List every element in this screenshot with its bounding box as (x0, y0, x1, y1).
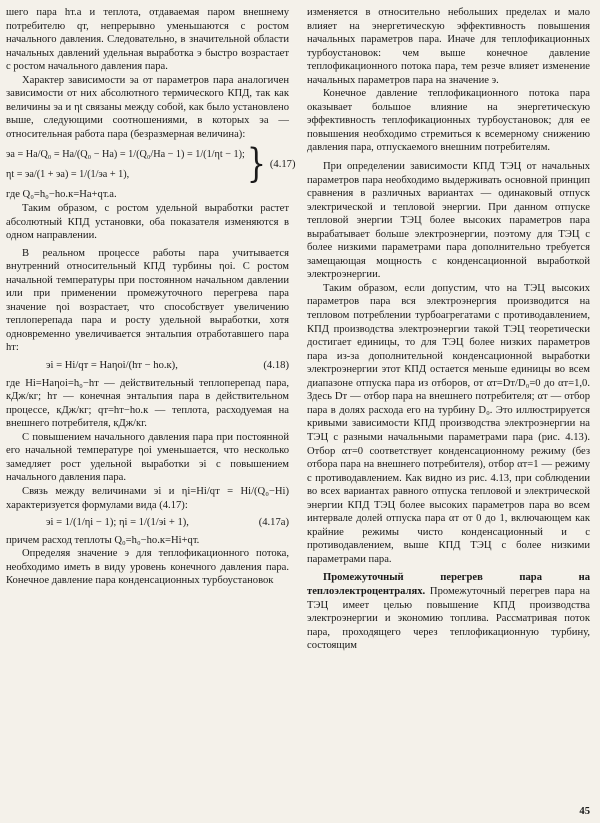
equation-4-17-line-2: ηt = эа/(1 + эа) = 1/(1/эа + 1), (6, 169, 130, 181)
left-paragraph-10: Определяя значение э для теплофикационного потока, необходимо иметь в виду уровень конечного давления пара. Конечное давление пара конденсационных турбоустановок (6, 548, 289, 587)
equation-4-17 (6, 141, 296, 188)
right-paragraph-5 (307, 571, 590, 652)
left-paragraph-1: шего пара hт.а и теплота, отдаваемая паром внешнему потребителю qт, непрерывно уменьшаются с ростом начального давления. Следовательно, в значительной области начальных давлений удельная выработка э быстро возрастает с ростом начального давления пара. (6, 7, 289, 73)
left-paragraph-9: причем расход теплоты Q₀=h₀−hо.к=Hi+qт. (6, 534, 200, 546)
left-paragraph-5: В реальном процессе работы пара учитывается внутренний относительный КПД турбины ηoi. С ростом начальной температуры при постоянном начальном давлении или при применении промежуточного перегрева пара значение ηoi возрастает, что способствует увеличению теплоперепада пара и росту удельной выработки, хотя одновременно увеличивается энтальпия отработавшего пара hт: (6, 247, 289, 354)
equation-number-4-17a: (4.17а) (258, 517, 289, 529)
equation-4-18-expression: эi = Hi/qт = Hаηoi/(hт − hо.к), (46, 360, 178, 372)
left-paragraph-7: С повышением начального давления пара при постоянной его начальной температуре ηoi уменьшается, что несколько замедляет рост удельной выработки эi с повышением начального давления пара. (6, 431, 289, 484)
page-number: 45 (579, 806, 590, 817)
right-paragraph-3: При определении зависимости КПД ТЭЦ от начальных параметров пара необходимо выдерживать основной принцип сравнения в различных вариантах — одинаковый отпуск электрической и тепловой энергии. При данном отпуске тепловой энергии ТЭЦ более высоких параметров пара вырабатывает больше электроэнергии, поэтому для ТЭЦ с более низкими параметрами пара дополнительно требуется замещающая мощность с конденсационной выработкой электроэнергии. (307, 161, 590, 281)
right-paragraph-2: Конечное давление теплофикационного потока пара оказывает большое влияние на энергетическую эффективность теплофикационных турбоустановок; для ее повышения необходимо стремиться к всемерному снижению давления пара, отпускаемого внешним потребителям. (307, 88, 590, 154)
equation-number-4-17: (4.17) (269, 159, 296, 171)
right-paragraph-1: изменяется в относительно небольших пределах и мало влияет на энергетическую эффективность повышения начальных параметров пара. Иначе для теплофикационных турбоустановок: чем выше конечное давление теплофикационного потока пара, тем резче влияет изменение начальных параметров пара на значение э. (307, 7, 590, 86)
left-paragraph-6: где Hi=Hаηoi=h₀−hт — действительный теплоперепад пара, кДж/кг; hт — конечная энтальпия пара в действительном процессе, кДж/кг; qт=hт−hо.к — теплота, расходуемая на внешнего потребителя, кДж/кг. (6, 377, 289, 430)
left-column (6, 6, 296, 588)
section-heading-intermediate-reheat: Промежуточный перегрев пара на теплоэлектроцентралях. (307, 572, 590, 597)
right-paragraph-4: Таким образом, если допустим, что на ТЭЦ высоких параметров пара вся электроэнергия производится на тепловом потреблении турбоагрегатами с противодавлением, КПД производства электроэнергии такой ТЭЦ теоретически достигает единицы, то для ТЭЦ более низких параметров пара из-за дополнительной конденсационной выработки электроэнергии этот КПД остается меньше единицы во всем диапазоне отпуска пара из отборов, от αт=Dт/D₀=0 до αт=1,0. Здесь Dт — отбор пара на внешнего потребителя; αт — отбор пара в долях расхода его на турбину D₀. Это иллюстрируется кривыми зависимости КПД производства электроэнергии на ТЭЦ с разными начальными параметрами пара (рис. 4.13). Отбор αт=0 соответствует конденсационному режиму (без отбора пара на внешнего потребителя), отбор αт=1 — режиму с противодавлением. Как видно из рис. 4.13, при соблюдении во всех вариантах равного отпуска тепловой и электрической энергии КПД ТЭЦ более высоких параметров пара во всем интервале долей отпуска пара αт от 0 до 1, включающем как крайние режимы чисто конденсационный и с противодавлением, выше КПД ТЭЦ с более низкими параметрами пара. (307, 282, 590, 565)
left-paragraph-4: Таким образом, с ростом удельной выработки растет абсолютный КПД установки, оба показателя изменяются в одном направлении. (6, 203, 289, 242)
equation-4-17a (6, 516, 289, 530)
left-paragraph-8: Связь между величинами эi и ηi=Hi/qт = Hi/(Q₀−Hi) характеризуется формулами вида (4.17): (6, 485, 289, 511)
brace-symbol: } (246, 141, 266, 188)
right-column (307, 6, 590, 653)
equation-4-17a-expression: эi = 1/(1/ηi − 1); ηi = 1/(1/эi + 1), (46, 517, 189, 529)
right-paragraph-5-text: Промежуточный перегрев пара на ТЭЦ имеет целью повышение КПД производства электроэнергии и экономию топлива. Рассматривая поток пара, проходящего через теплофикационную турбину, состоящим (307, 585, 590, 652)
equation-4-17-line-1: эа = Hа/Q₀ = Hа/(Q₀ − Hа) = 1/(Q₀/Hа − 1) = 1/(1/ηt − 1); (6, 149, 245, 161)
left-paragraph-3: где Q₀=h₀−hо.к=Hа+qт.а. (6, 189, 117, 201)
left-paragraph-2: Характер зависимости эа от параметров пара аналогичен зависимости от них абсолютного термического КПД, так как величины эа и ηt связаны между собой, как было установлено выше, следующими соотношениями, в которых эа — относительная работа пара (безразмерная величина): (6, 74, 289, 140)
equation-number-4-18: (4.18) (263, 360, 289, 372)
equation-4-18 (6, 359, 289, 373)
